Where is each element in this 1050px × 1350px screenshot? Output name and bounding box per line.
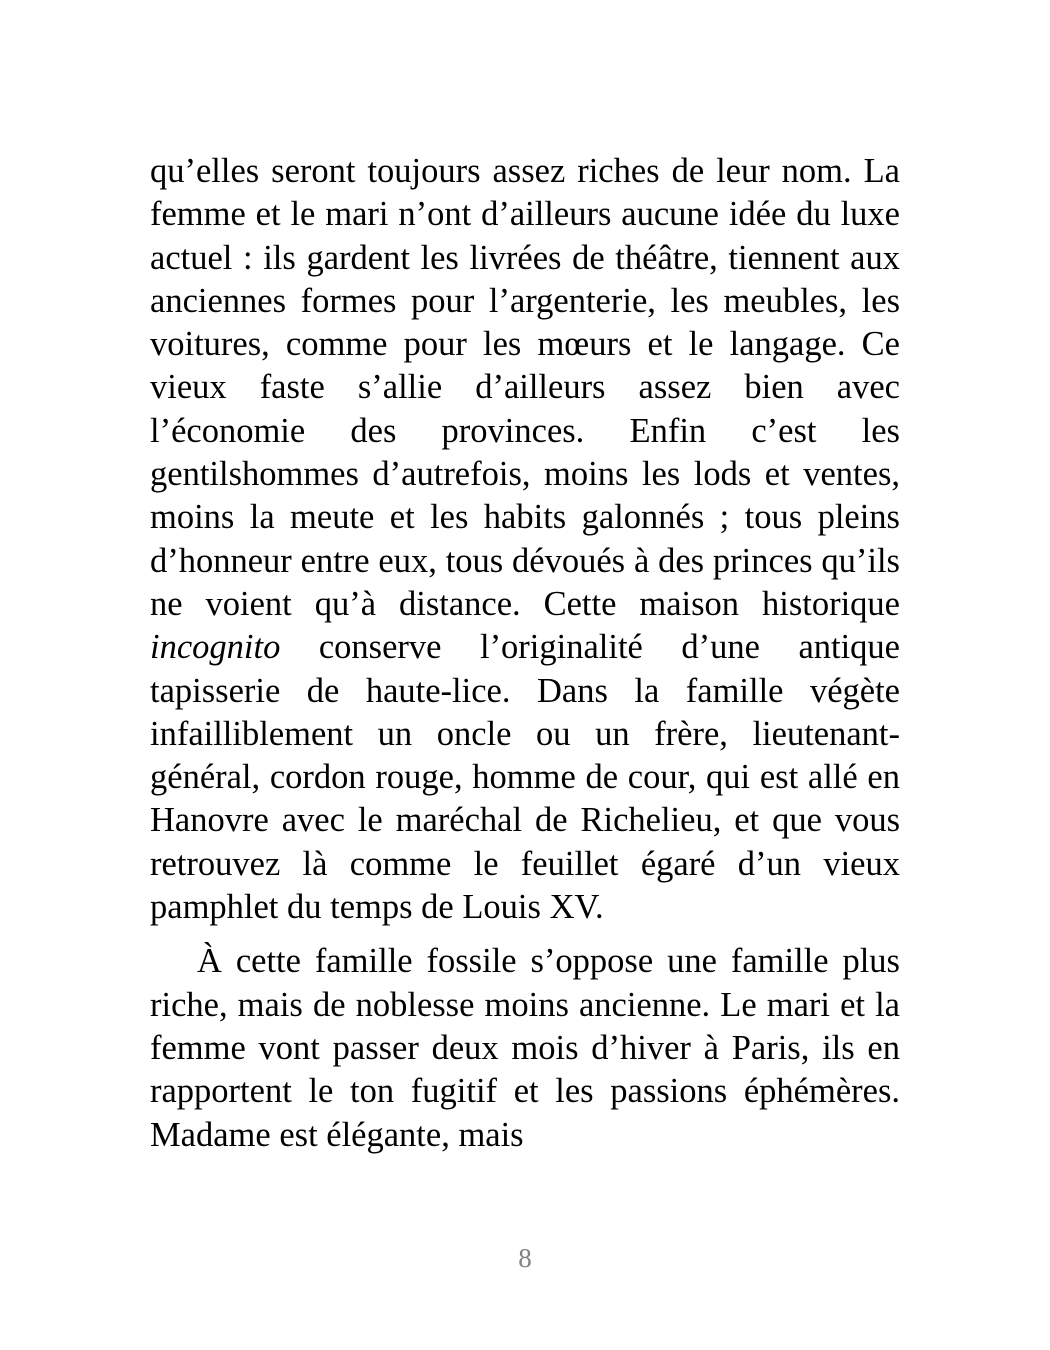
paragraph-1 <box>150 150 900 929</box>
page-number: 8 <box>518 1243 532 1273</box>
paragraph-1-text-b: conserve l’originalité d’une antique tapisserie de haute-lice. Dans la famille végète infailliblement un oncle ou un frère, lieutenant-général, cordon rouge, homme de cour, qui est allé en Hanovre avec le maréchal de Richelieu, et que vous retrouvez là comme le feuillet égaré d’un vieux pamphlet du temps de Louis XV. <box>150 628 900 927</box>
body-text <box>150 150 900 1157</box>
paragraph-1-italic-word: incognito <box>150 628 281 667</box>
paragraph-2: À cette famille fossile s’oppose une famille plus riche, mais de noblesse moins ancienne. Le mari et la femme vont passer deux mois d’hiver à Paris, ils en rapportent le ton fugitif et les passions éphémères. Madame est élégante, mais <box>150 942 900 1154</box>
paragraph-1-text-a: qu’elles seront toujours assez riches de leur nom. La femme et le mari n’ont d’ailleurs aucune idée du luxe actuel : ils gardent les livrées de théâtre, tiennent aux anciennes formes pour l’argenterie, les meubles, les voitures, comme pour les mœurs et le langage. Ce vieux faste s’allie d’ailleurs assez bien avec l’économie des provinces. Enfin c’est les gentilshommes d’autrefois, moins les lods et ventes, moins la meute et les habits galonnés ; tous pleins d’honneur entre eux, tous dévoués à des princes qu’ils ne voient qu’à distance. Cette maison historique <box>150 152 900 623</box>
